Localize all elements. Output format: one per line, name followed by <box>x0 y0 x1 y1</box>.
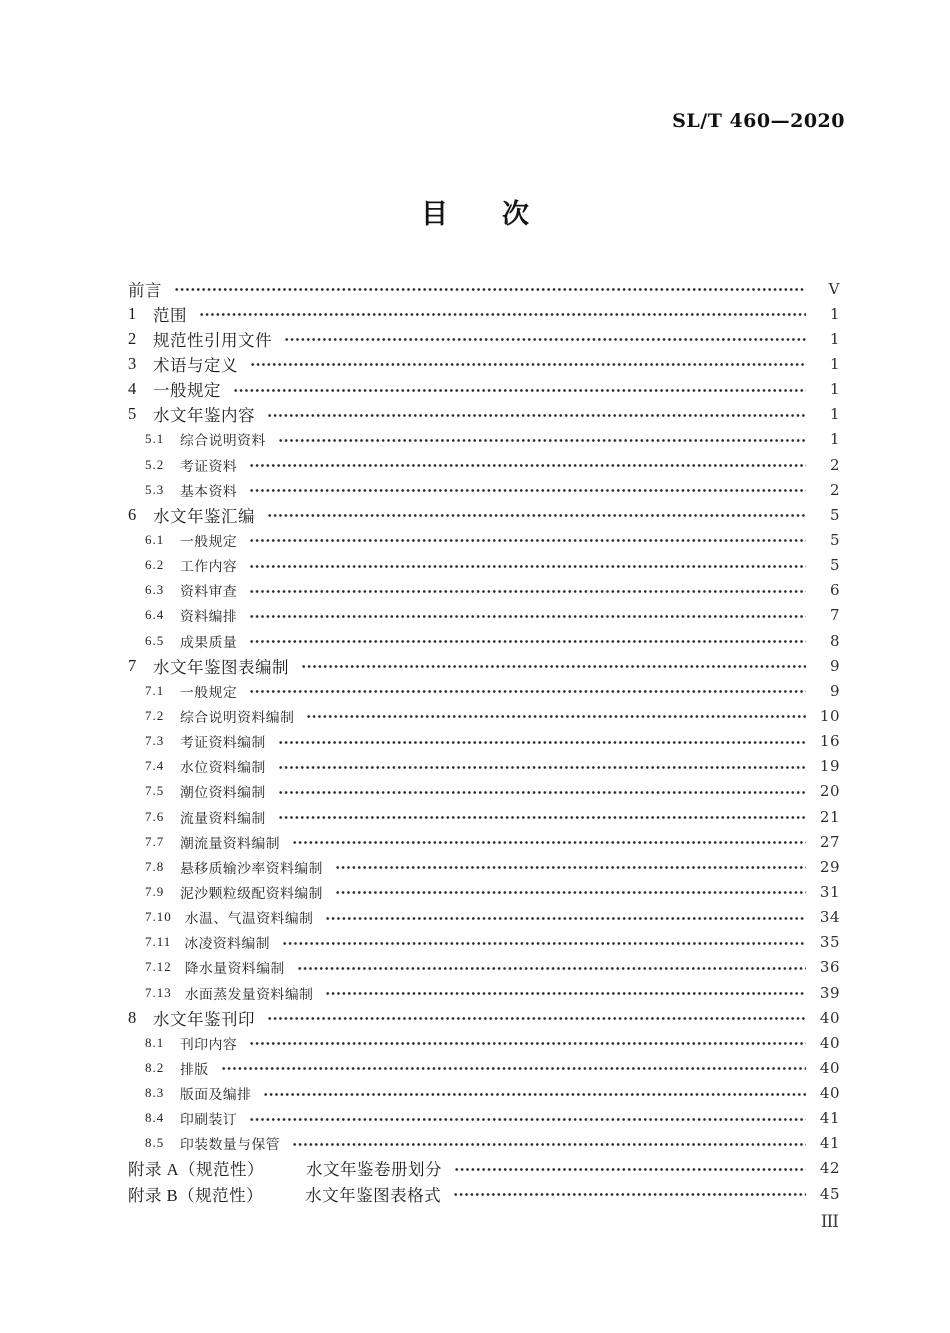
toc-entry-page: 41 <box>819 1134 840 1153</box>
toc-entry-label: 悬移质输沙率资料编制 <box>180 860 323 876</box>
dot-leader-icon <box>335 890 806 895</box>
toc-entry-label: 术语与定义 <box>153 355 238 375</box>
toc-entry-label: 考证资料编制 <box>180 735 266 751</box>
toc-entry-number: 7.13 <box>145 984 172 1000</box>
toc-entry-page: 35 <box>819 933 840 952</box>
toc-entry-number: 5.2 <box>145 456 165 472</box>
dot-leader-icon <box>249 614 806 619</box>
toc-entry-page: 36 <box>819 958 840 977</box>
toc-row <box>128 678 840 703</box>
toc-row <box>128 427 840 452</box>
dot-leader-icon <box>199 312 806 317</box>
toc-entry-page: 42 <box>819 1159 840 1178</box>
toc-entry-number: 7.8 <box>145 858 165 874</box>
toc-row <box>128 578 840 603</box>
dot-leader-icon <box>453 1192 806 1197</box>
dot-leader-icon <box>267 413 806 418</box>
toc-entry-page: 40 <box>819 1033 840 1052</box>
toc-entry-label: 范围 <box>153 305 187 325</box>
toc-entry-number: 8.5 <box>145 1135 165 1151</box>
toc-row <box>128 854 840 879</box>
toc-row <box>128 351 840 376</box>
toc-row <box>128 527 840 552</box>
dot-leader-icon <box>233 388 806 393</box>
toc-entry-label: 降水量资料编制 <box>184 961 285 977</box>
toc-row <box>128 301 840 326</box>
toc-entry-number: 8.3 <box>145 1085 165 1101</box>
toc-entry-number: 6.4 <box>145 607 165 623</box>
dot-leader-icon <box>301 664 806 669</box>
dot-leader-icon <box>284 337 806 342</box>
toc-entry-page: 1 <box>829 329 840 348</box>
toc-entry-page: 21 <box>819 807 840 826</box>
toc-entry-number: 5 <box>128 404 137 424</box>
toc-entry-page: 29 <box>819 857 840 876</box>
toc-entry-number: 7.10 <box>145 909 172 925</box>
toc-entry-label: 水位资料编制 <box>180 760 266 776</box>
toc-entry-number: 8.2 <box>145 1059 165 1075</box>
toc-entry-number: 7.12 <box>145 959 172 975</box>
toc-entry-page: 9 <box>829 656 840 675</box>
dot-leader-icon <box>292 1142 806 1147</box>
toc-entry-label: 一般规定 <box>180 533 238 549</box>
toc-row <box>128 402 840 427</box>
toc-row <box>128 955 840 980</box>
toc-entry-page: 2 <box>829 455 840 474</box>
toc-entry-number: 6.2 <box>145 557 165 573</box>
toc-entry-label: 资料编排 <box>180 609 238 625</box>
toc-entry-number: 8.1 <box>145 1034 165 1050</box>
toc-entry-page: 1 <box>829 430 840 449</box>
toc-entry-page: 1 <box>829 405 840 424</box>
toc-entry-label: 综合说明资料 <box>180 433 266 449</box>
toc-entry-number: 7.3 <box>145 733 165 749</box>
toc-entry-page: 2 <box>829 480 840 499</box>
toc-entry-label: 水文年鉴图表编制 <box>153 657 289 677</box>
toc-entry-page: 6 <box>829 581 840 600</box>
toc-entry-page: 40 <box>819 1058 840 1077</box>
toc-row <box>128 980 840 1005</box>
dot-leader-icon <box>297 966 806 971</box>
toc-row <box>128 804 840 829</box>
dot-leader-icon <box>249 1041 806 1046</box>
toc-entry-label: 前言 <box>128 280 162 300</box>
toc-row <box>128 905 840 930</box>
toc-entry-label: 综合说明资料编制 <box>180 709 295 725</box>
toc-entry-label: 冰凌资料编制 <box>184 936 271 952</box>
toc-row <box>128 603 840 628</box>
toc-row <box>128 1156 840 1181</box>
toc-entry-number: 7.11 <box>145 934 172 950</box>
toc-entry-label: 附录 B（规范性） <box>128 1185 264 1205</box>
toc-entry-number: 7.4 <box>145 758 165 774</box>
toc-entry-page: 31 <box>819 882 840 901</box>
toc-entry-label: 考证资料 <box>180 458 238 474</box>
toc-list <box>128 276 840 1206</box>
toc-row <box>128 653 840 678</box>
toc-entry-number: 2 <box>128 328 137 348</box>
page-number: III <box>820 1212 838 1232</box>
dot-leader-icon <box>249 463 806 468</box>
toc-row <box>128 326 840 351</box>
toc-entry-number: 7.2 <box>145 707 165 723</box>
toc-entry-label: 印装数量与保管 <box>180 1137 281 1153</box>
toc-row <box>128 477 840 502</box>
toc-entry-page: 19 <box>819 757 840 776</box>
toc-entry-page: V <box>828 279 840 298</box>
toc-row <box>128 628 840 653</box>
toc-row <box>128 377 840 402</box>
toc-entry-label: 刊印内容 <box>180 1036 238 1052</box>
toc-entry-label: 水温、气温资料编制 <box>184 911 314 927</box>
toc-entry-label: 泥沙颗粒级配资料编制 <box>180 885 323 901</box>
dot-leader-icon <box>335 865 806 870</box>
toc-row <box>128 502 840 527</box>
dot-leader-icon <box>249 564 806 569</box>
toc-entry-number: 6 <box>128 504 137 524</box>
toc-row <box>128 276 840 301</box>
toc-entry-sublabel: 水文年鉴卷册划分 <box>306 1160 443 1180</box>
toc-entry-label: 规范性引用文件 <box>153 330 272 350</box>
toc-entry-page: 41 <box>819 1109 840 1128</box>
toc-entry-label: 水文年鉴刊印 <box>153 1009 255 1029</box>
page-title: 目 次 <box>421 199 529 229</box>
standard-code: SL/T 460—2020 <box>672 110 845 132</box>
toc-entry-label: 资料审查 <box>180 584 238 600</box>
toc-entry-page: 34 <box>819 908 840 927</box>
toc-entry-label: 流量资料编制 <box>180 810 266 826</box>
toc-entry-label: 附录 A（规范性） <box>128 1160 265 1180</box>
dot-leader-icon <box>278 790 806 795</box>
toc-entry-page: 45 <box>819 1184 840 1203</box>
toc-entry-page: 16 <box>819 732 840 751</box>
toc-entry-label: 一般规定 <box>153 381 221 401</box>
toc-row <box>128 879 840 904</box>
toc-entry-page: 5 <box>829 530 840 549</box>
toc-entry-page: 10 <box>819 706 840 725</box>
toc-row <box>128 1181 840 1206</box>
toc-row <box>128 1081 840 1106</box>
dot-leader-icon <box>325 916 806 921</box>
toc-entry-label: 版面及编排 <box>180 1087 252 1103</box>
toc-entry-label: 工作内容 <box>180 559 238 575</box>
dot-leader-icon <box>306 714 806 719</box>
toc-entry-page: 1 <box>829 380 840 399</box>
toc-entry-number: 7.5 <box>145 783 165 799</box>
toc-entry-number: 6.1 <box>145 531 165 547</box>
dot-leader-icon <box>249 488 806 493</box>
toc-row <box>128 1030 840 1055</box>
toc-entry-label: 印刷装订 <box>180 1112 238 1128</box>
toc-entry-page: 5 <box>829 556 840 575</box>
dot-leader-icon <box>267 513 806 518</box>
toc-entry-page: 27 <box>819 832 840 851</box>
dot-leader-icon <box>263 1092 806 1097</box>
dot-leader-icon <box>249 639 806 644</box>
dot-leader-icon <box>249 1117 806 1122</box>
toc-row <box>128 553 840 578</box>
dot-leader-icon <box>278 815 806 820</box>
toc-entry-label: 潮位资料编制 <box>180 785 266 801</box>
toc-entry-number: 7 <box>128 655 137 675</box>
dot-leader-icon <box>282 941 806 946</box>
toc-entry-page: 40 <box>819 1008 840 1027</box>
toc-entry-number: 5.1 <box>145 431 165 447</box>
dot-leader-icon <box>221 1066 806 1071</box>
toc-row <box>128 930 840 955</box>
dot-leader-icon <box>249 589 806 594</box>
toc-row <box>128 1106 840 1131</box>
toc-entry-sublabel: 水文年鉴图表格式 <box>305 1185 442 1205</box>
toc-row <box>128 829 840 854</box>
toc-entry-number: 6.5 <box>145 632 165 648</box>
toc-entry-page: 20 <box>819 782 840 801</box>
toc-entry-number: 3 <box>128 353 137 373</box>
toc-entry-number: 7.1 <box>145 682 165 698</box>
toc-entry-label: 成果质量 <box>180 634 238 650</box>
toc-entry-label: 水面蒸发量资料编制 <box>184 986 314 1002</box>
toc-row <box>128 1131 840 1156</box>
toc-entry-number: 7.6 <box>145 808 165 824</box>
dot-leader-icon <box>454 1167 806 1172</box>
toc-row <box>128 1005 840 1030</box>
toc-entry-number: 1 <box>128 303 137 323</box>
toc-entry-page: 9 <box>829 681 840 700</box>
toc-row <box>128 1055 840 1080</box>
toc-entry-page: 40 <box>819 1084 840 1103</box>
toc-entry-label: 水文年鉴内容 <box>153 406 255 426</box>
toc-entry-page: 1 <box>829 354 840 373</box>
toc-entry-number: 5.3 <box>145 481 165 497</box>
toc-entry-label: 基本资料 <box>180 483 238 499</box>
toc-entry-number: 6.3 <box>145 582 165 598</box>
dot-leader-icon <box>278 438 806 443</box>
toc-entry-number: 7.9 <box>145 883 165 899</box>
toc-entry-page: 7 <box>829 606 840 625</box>
dot-leader-icon <box>278 740 806 745</box>
toc-entry-page: 39 <box>819 983 840 1002</box>
dot-leader-icon <box>292 840 806 845</box>
toc-entry-label: 一般规定 <box>180 684 238 700</box>
toc-row <box>128 754 840 779</box>
toc-row <box>128 703 840 728</box>
dot-leader-icon <box>325 991 806 996</box>
toc-entry-page: 5 <box>829 505 840 524</box>
dot-leader-icon <box>249 538 806 543</box>
toc-entry-number: 8 <box>128 1007 137 1027</box>
toc-entry-number: 7.7 <box>145 833 165 849</box>
toc-row <box>128 779 840 804</box>
toc-entry-number: 4 <box>128 379 137 399</box>
toc-entry-label: 排版 <box>180 1061 209 1077</box>
toc-entry-label: 水文年鉴汇编 <box>153 506 255 526</box>
dot-leader-icon <box>267 1016 806 1021</box>
toc-entry-page: 8 <box>829 631 840 650</box>
dot-leader-icon <box>249 689 806 694</box>
toc-row <box>128 729 840 754</box>
dot-leader-icon <box>250 362 806 367</box>
dot-leader-icon <box>174 287 806 292</box>
toc-entry-page: 1 <box>829 304 840 323</box>
toc-entry-number: 8.4 <box>145 1110 165 1126</box>
toc-row <box>128 452 840 477</box>
dot-leader-icon <box>278 765 806 770</box>
toc-entry-label: 潮流量资料编制 <box>180 835 281 851</box>
